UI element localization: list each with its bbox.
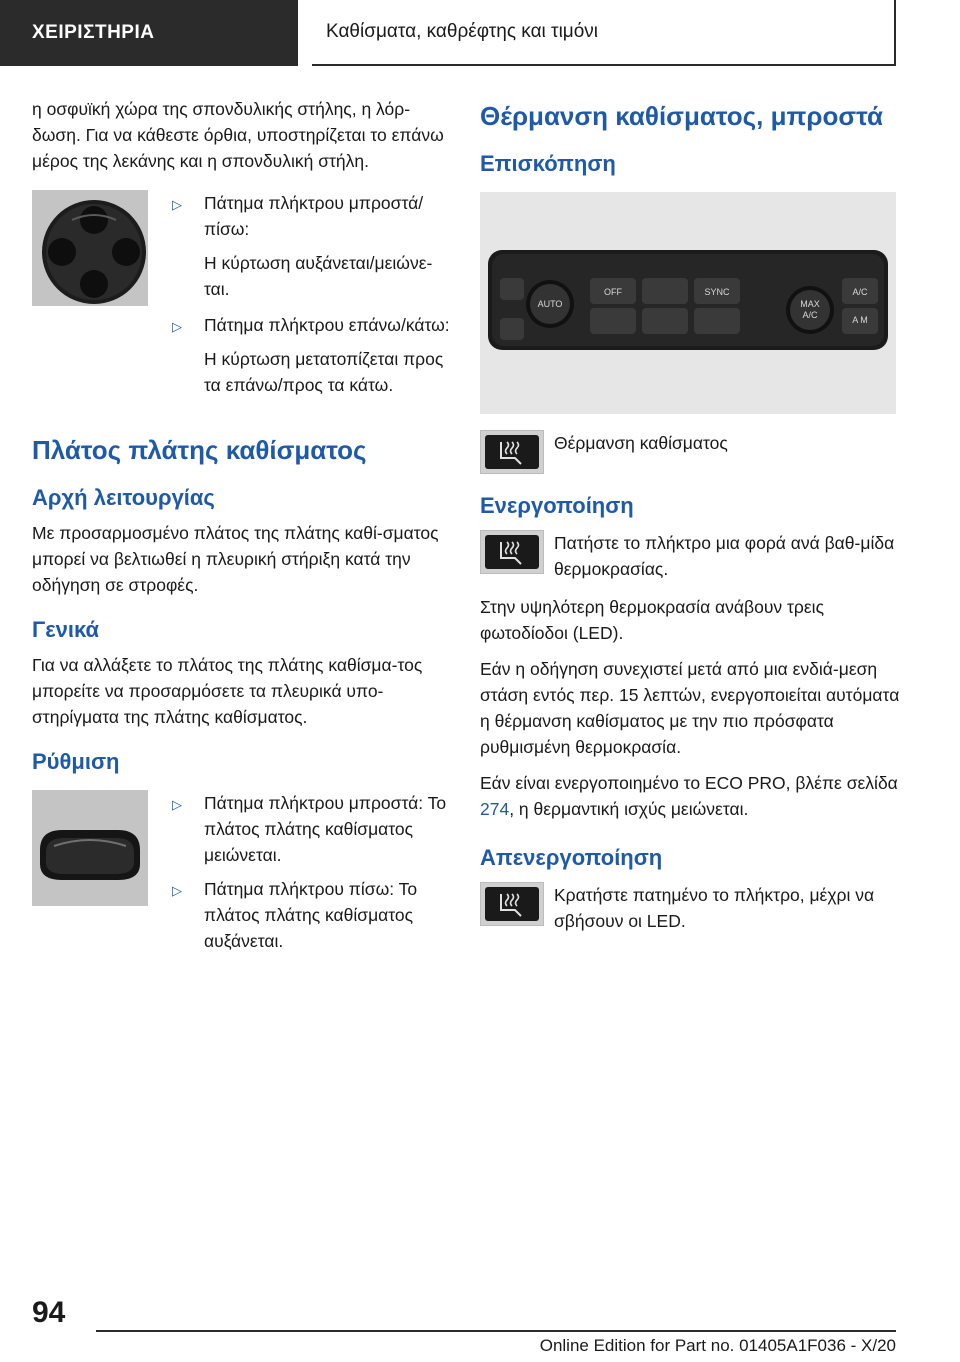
section-tab: ΧΕΙΡΙΣΤΗΡΙΑ bbox=[0, 0, 298, 66]
panel-ac-label: A/C bbox=[852, 287, 868, 297]
page-number: 94 bbox=[32, 1296, 66, 1329]
lumbar-step-2: ▷ Πάτημα πλήκτρου επάνω/κάτω: bbox=[172, 312, 452, 338]
width-control-image bbox=[32, 790, 148, 906]
eco-paragraph: Εάν είναι ενεργοποιημένο το ECO PRO, βλέπε σελίδα 274, η θερμαντική ισχύς μειώνεται. bbox=[480, 773, 898, 819]
adjust-step-1: ▷ Πάτημα πλήκτρου μπροστά: Το πλάτος πλάτης καθίσματος μειώνεται. bbox=[172, 793, 447, 865]
principle-heading: Αρχή λειτουργίας bbox=[32, 485, 215, 510]
deactivate-paragraph: Κρατήστε πατημένο το πλήκτρο, μέχρι να σβήσουν οι LED. bbox=[554, 885, 875, 931]
adjust-steps bbox=[172, 790, 452, 954]
lumbar-result-1: Η κύρτωση αυξάνεται/μειώνε-ται. bbox=[204, 253, 433, 299]
deactivate-button-image bbox=[480, 882, 544, 926]
adjust-step-2: ▷ Πάτημα πλήκτρου πίσω: Το πλάτος πλάτης καθίσματος αυξάνεται. bbox=[172, 879, 418, 951]
seat-heating-label: Θέρμανση καθίσματος bbox=[554, 433, 728, 453]
page-link[interactable]: 274 bbox=[480, 799, 510, 819]
triangle-icon: ▷ bbox=[172, 319, 182, 334]
seat-heating-icon bbox=[495, 890, 529, 918]
seat-heating-icon bbox=[495, 538, 529, 566]
highest-paragraph: Στην υψηλότερη θερμοκρασία ανάβουν τρεις φωτοδίοδοι (LED). bbox=[480, 597, 825, 643]
overview-heading: Επισκόπηση bbox=[480, 151, 616, 176]
footer-divider bbox=[96, 1330, 896, 1332]
seat-heating-icon bbox=[495, 438, 529, 466]
general-paragraph: Για να αλλάξετε το πλάτος της πλάτης καθίσμα-τος μπορείτε να προσαρμόσετε τα πλευρικά υπο-στηρίγματα της πλάτης καθίσματος. bbox=[32, 655, 423, 727]
intro-paragraph: η οσφυϊκή χώρα της σπονδυλικής στήλης, η λόρ-δωση. Για να κάθεστε όρθια, υποστηρίζεται το επάνω μέρος της λεκάνης και η σπονδυλική στήλη. bbox=[32, 99, 444, 171]
triangle-icon: ▷ bbox=[172, 197, 182, 212]
triangle-icon: ▷ bbox=[172, 883, 182, 898]
panel-off-label: OFF bbox=[604, 287, 622, 297]
heating-heading: Θέρμανση καθίσματος, μπροστά bbox=[480, 101, 884, 131]
principle-paragraph: Με προσαρμοσμένο πλάτος της πλάτης καθί-σματος μπορεί να βελτιωθεί η πλευρική στήριξη κατά την οδήγηση σε στροφές. bbox=[32, 523, 439, 595]
panel-auto-label: AUTO bbox=[537, 299, 563, 309]
lumbar-figure-row bbox=[32, 190, 452, 408]
page-header bbox=[0, 0, 960, 66]
deactivate-row bbox=[480, 882, 900, 934]
edition-footer: Online Edition for Part no. 01405A1F036 - X/20 bbox=[539, 1336, 896, 1355]
climate-panel-image bbox=[480, 192, 896, 414]
left-column bbox=[32, 96, 452, 962]
lumbar-control-image bbox=[32, 190, 148, 306]
deactivate-heading: Απενεργοποίηση bbox=[480, 845, 663, 870]
activate-row bbox=[480, 530, 900, 582]
lumbar-steps bbox=[172, 190, 452, 398]
triangle-icon: ▷ bbox=[172, 797, 182, 812]
continue-paragraph: Εάν η οδήγηση συνεχιστεί μετά από μια ενδιά-μεση στάση εντός περ. 15 λεπτών, ενεργοποιείται αυτόματα η θέρμανση καθίσματος με την πιο πρόσφατα ρυθμισμένη θερμοκρασία. bbox=[480, 659, 900, 757]
panel-am-label: A M bbox=[852, 315, 868, 325]
chapter-title: Καθίσματα, καθρέφτης και τιμόνι bbox=[312, 0, 896, 66]
lumbar-switch-icon bbox=[32, 190, 148, 306]
width-switch-icon bbox=[32, 790, 148, 906]
activate-paragraph: Πατήστε το πλήκτρο μια φορά ανά βαθ-μίδα θερμοκρασίας. bbox=[554, 533, 895, 579]
panel-max-label: MAX bbox=[800, 299, 820, 309]
width-figure-row bbox=[32, 790, 452, 962]
adjust-heading: Ρύθμιση bbox=[32, 749, 120, 774]
general-heading: Γενικά bbox=[32, 617, 100, 642]
lumbar-step-1: ▷ Πάτημα πλήκτρου μπροστά/πίσω: bbox=[172, 193, 424, 239]
lumbar-result-2: Η κύρτωση μετατοπίζεται προς τα επάνω/προς τα κάτω. bbox=[204, 349, 444, 395]
activate-heading: Ενεργοποίηση bbox=[480, 493, 634, 518]
seat-heating-row bbox=[480, 430, 900, 474]
panel-sync-label: SYNC bbox=[704, 287, 730, 297]
seat-heating-button-image bbox=[480, 430, 544, 474]
panel-max-ac-label: A/C bbox=[802, 310, 818, 320]
activate-button-image bbox=[480, 530, 544, 574]
right-column bbox=[480, 96, 900, 946]
climate-panel-illustration bbox=[480, 192, 896, 414]
width-heading: Πλάτος πλάτης καθίσματος bbox=[32, 435, 367, 465]
